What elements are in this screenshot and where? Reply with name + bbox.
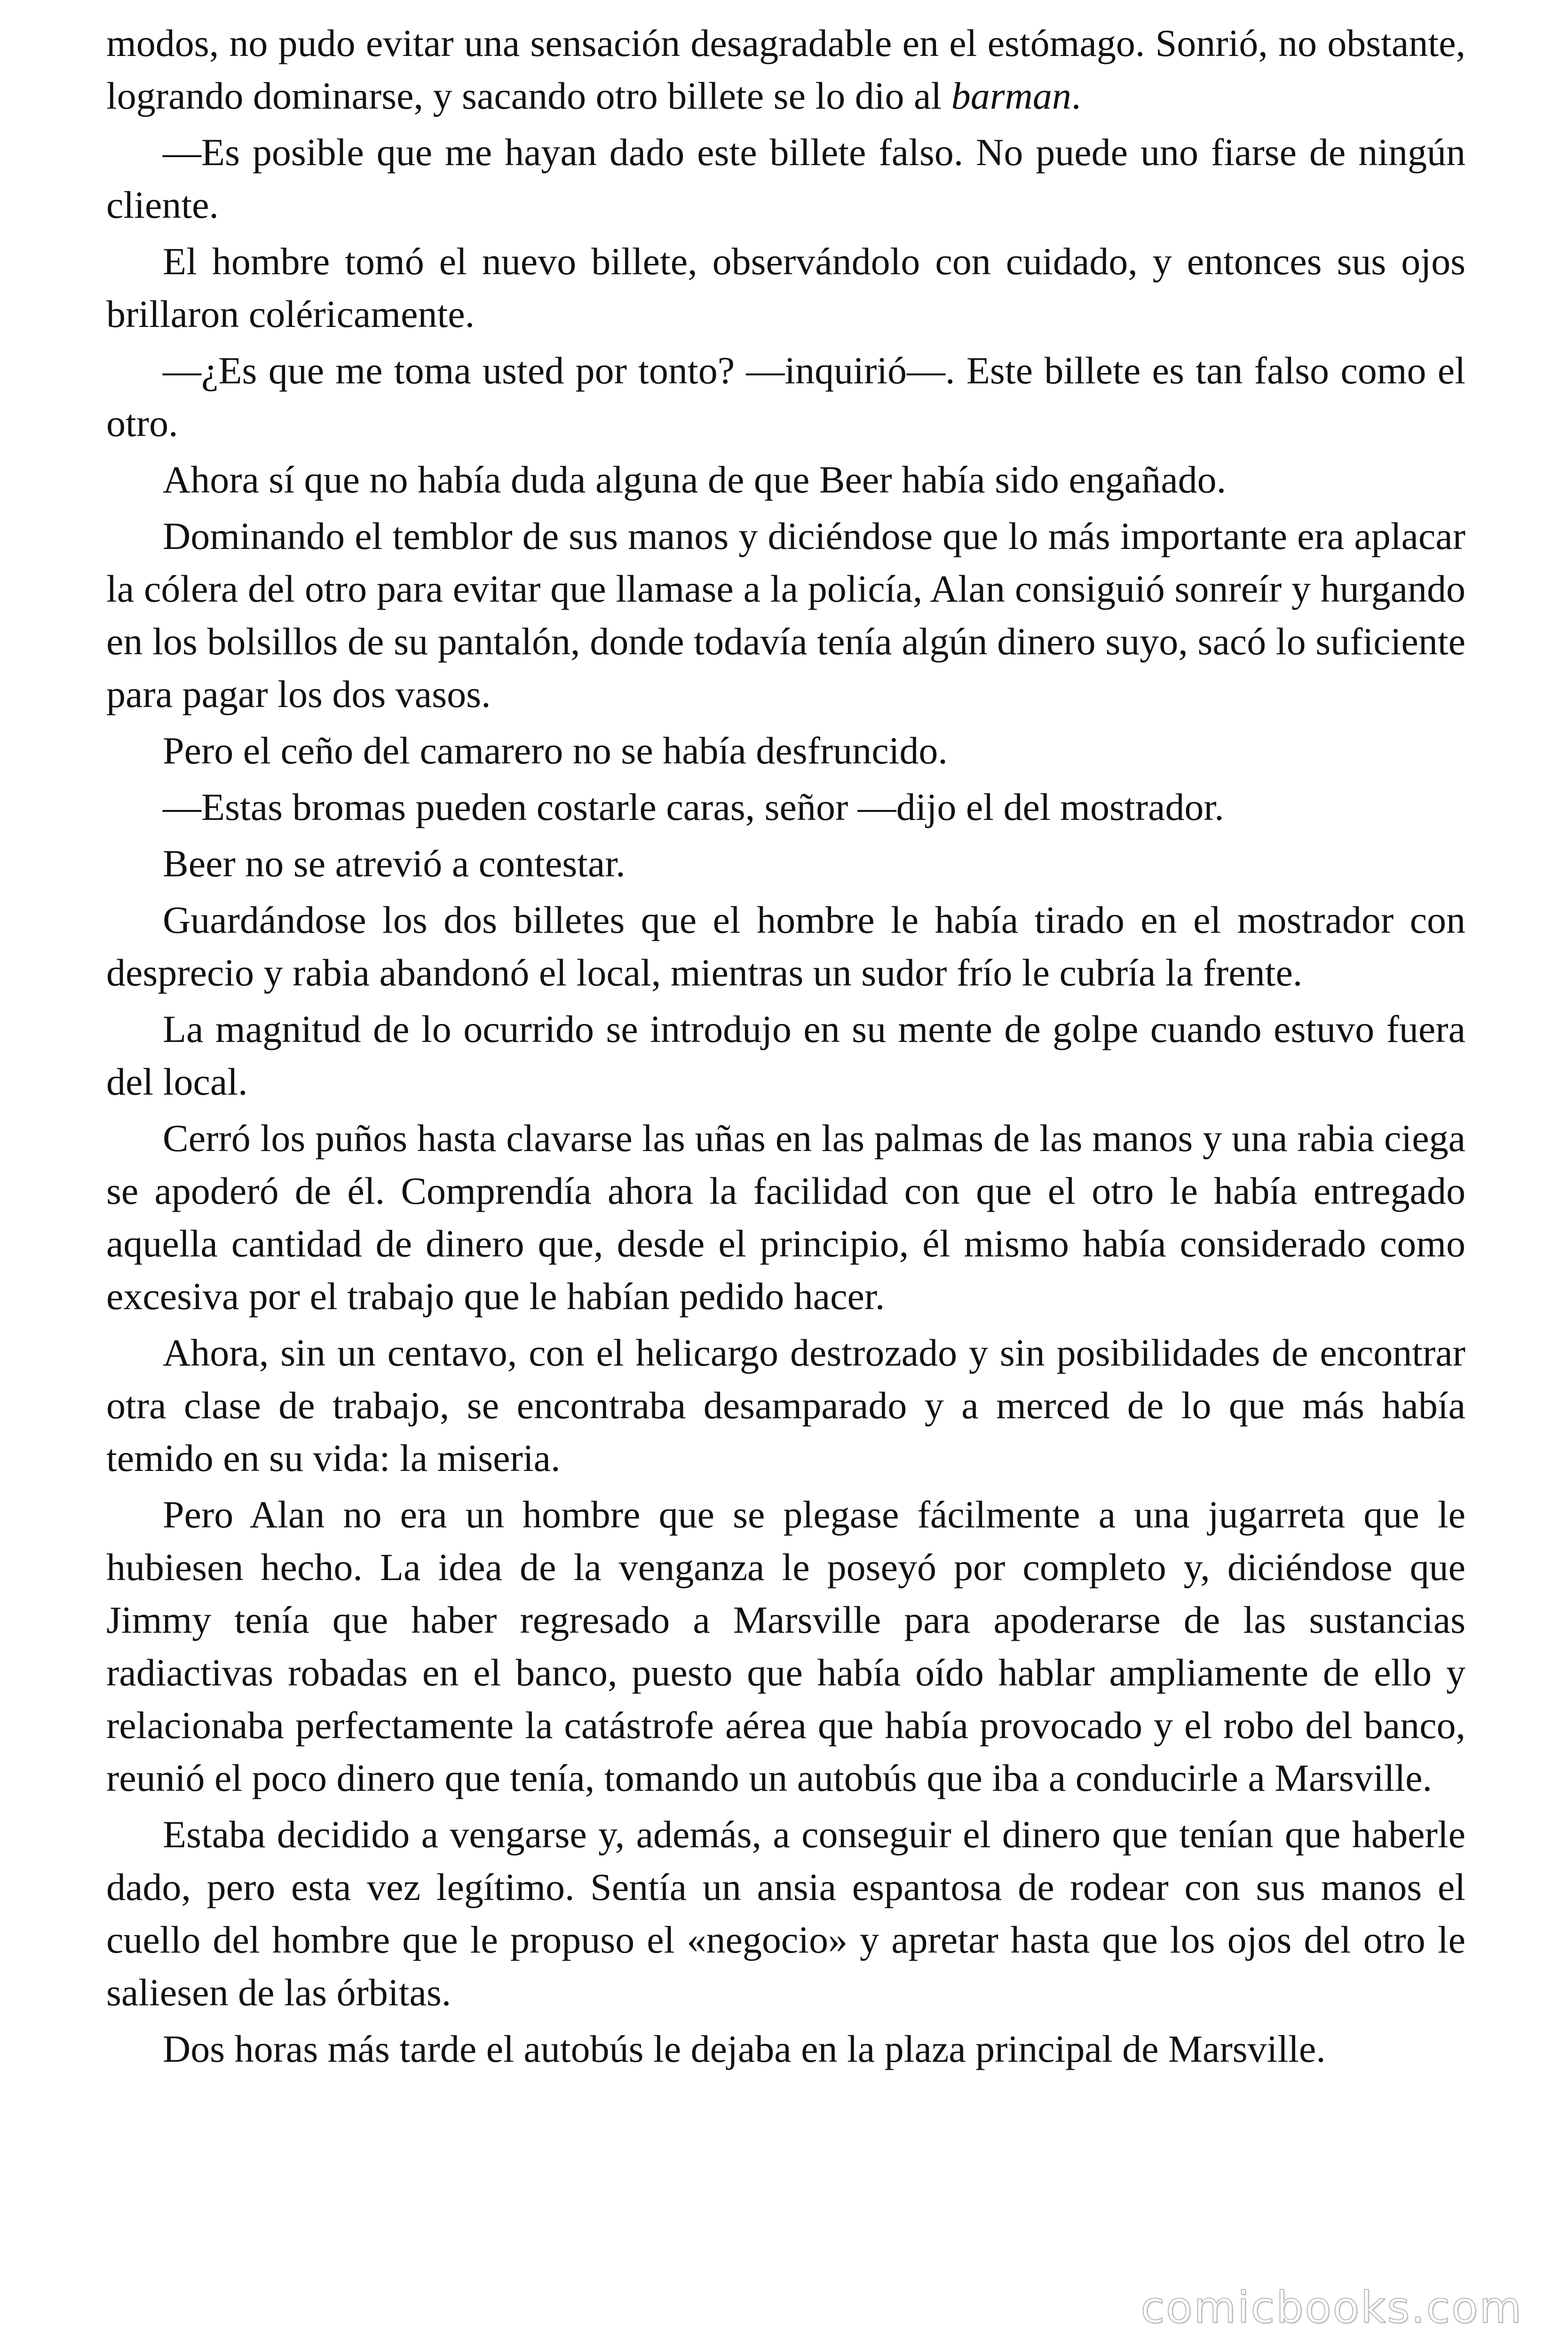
paragraph-7: Pero el ceño del camarero no se había desfruncido.	[163, 729, 948, 772]
watermark: comicbooks.com	[1140, 2282, 1523, 2333]
italic-word-barman: barman	[951, 74, 1071, 117]
book-page-text	[106, 17, 1465, 2079]
paragraph-13: Ahora, sin un centavo, con el helicargo destrozado y sin posibilidades de encontrar otra clase de trabajo, se encontraba desamparado y a merced de lo que más había temido en su vida: la miseria.	[106, 1331, 1465, 1479]
paragraph-16: Dos horas más tarde el autobús le dejaba en la plaza principal de Marsville.	[163, 2027, 1326, 2070]
paragraph-1: modos, no pudo evitar una sensación desagradable en el estómago. Sonrió, no obstante, logrando dominarse, y sacando otro billete se lo dio al barman.	[106, 22, 1465, 117]
paragraph-3: El hombre tomó el nuevo billete, observándolo con cuidado, y entonces sus ojos brillaron coléricamente.	[106, 240, 1465, 335]
paragraph-12: Cerró los puños hasta clavarse las uñas en las palmas de las manos y una rabia ciega se apoderó de él. Comprendía ahora la facilidad con que el otro le había entregado aquella cantidad de dinero que, desde el principio, él mismo había considerado como excesiva por el trabajo que le habían pedido hacer.	[106, 1117, 1465, 1318]
paragraph-6: Dominando el temblor de sus manos y diciéndose que lo más importante era aplacar la cólera del otro para evitar que llamase a la policía, Alan consiguió sonreír y hurgando en los bolsillos de su pantalón, donde todavía tenía algún dinero suyo, sacó lo suficiente para pagar los dos vasos.	[106, 515, 1465, 715]
paragraph-8: —Estas bromas pueden costarle caras, señor —dijo el del mostrador.	[163, 786, 1224, 828]
paragraph-5: Ahora sí que no había duda alguna de que Beer había sido engañado.	[163, 458, 1227, 501]
paragraph-10: Guardándose los dos billetes que el hombre le había tirado en el mostrador con desprecio y rabia abandonó el local, mientras un sudor frío le cubría la frente.	[106, 898, 1465, 994]
paragraph-14: Pero Alan no era un hombre que se plegase fácilmente a una jugarreta que le hubiesen hecho. La idea de la venganza le poseyó por completo y, diciéndose que Jimmy tenía que haber regresado a Marsville para apoderarse de las sustancias radiactivas robadas en el banco, puesto que había oído hablar ampliamente de ello y relacionaba perfectamente la catástrofe aérea que había provocado y el robo del banco, reunió el poco dinero que tenía, tomando un autobús que iba a conducirle a Marsville.	[106, 1493, 1465, 1799]
paragraph-11: La magnitud de lo ocurrido se introdujo en su mente de golpe cuando estuvo fuera del local.	[106, 1008, 1465, 1103]
paragraph-9: Beer no se atrevió a contestar.	[163, 842, 626, 885]
paragraph-2: —Es posible que me hayan dado este billete falso. No puede uno fiarse de ningún cliente.	[106, 131, 1465, 226]
paragraph-15: Estaba decidido a vengarse y, además, a conseguir el dinero que tenían que haberle dado, pero esta vez legítimo. Sentía un ansia espantosa de rodear con sus manos el cuello del hombre que le propuso el «negocio» y apretar hasta que los ojos del otro le saliesen de las órbitas.	[106, 1813, 1465, 2014]
paragraph-4: —¿Es que me toma usted por tonto? —inquirió—. Este billete es tan falso como el otro.	[106, 349, 1465, 445]
